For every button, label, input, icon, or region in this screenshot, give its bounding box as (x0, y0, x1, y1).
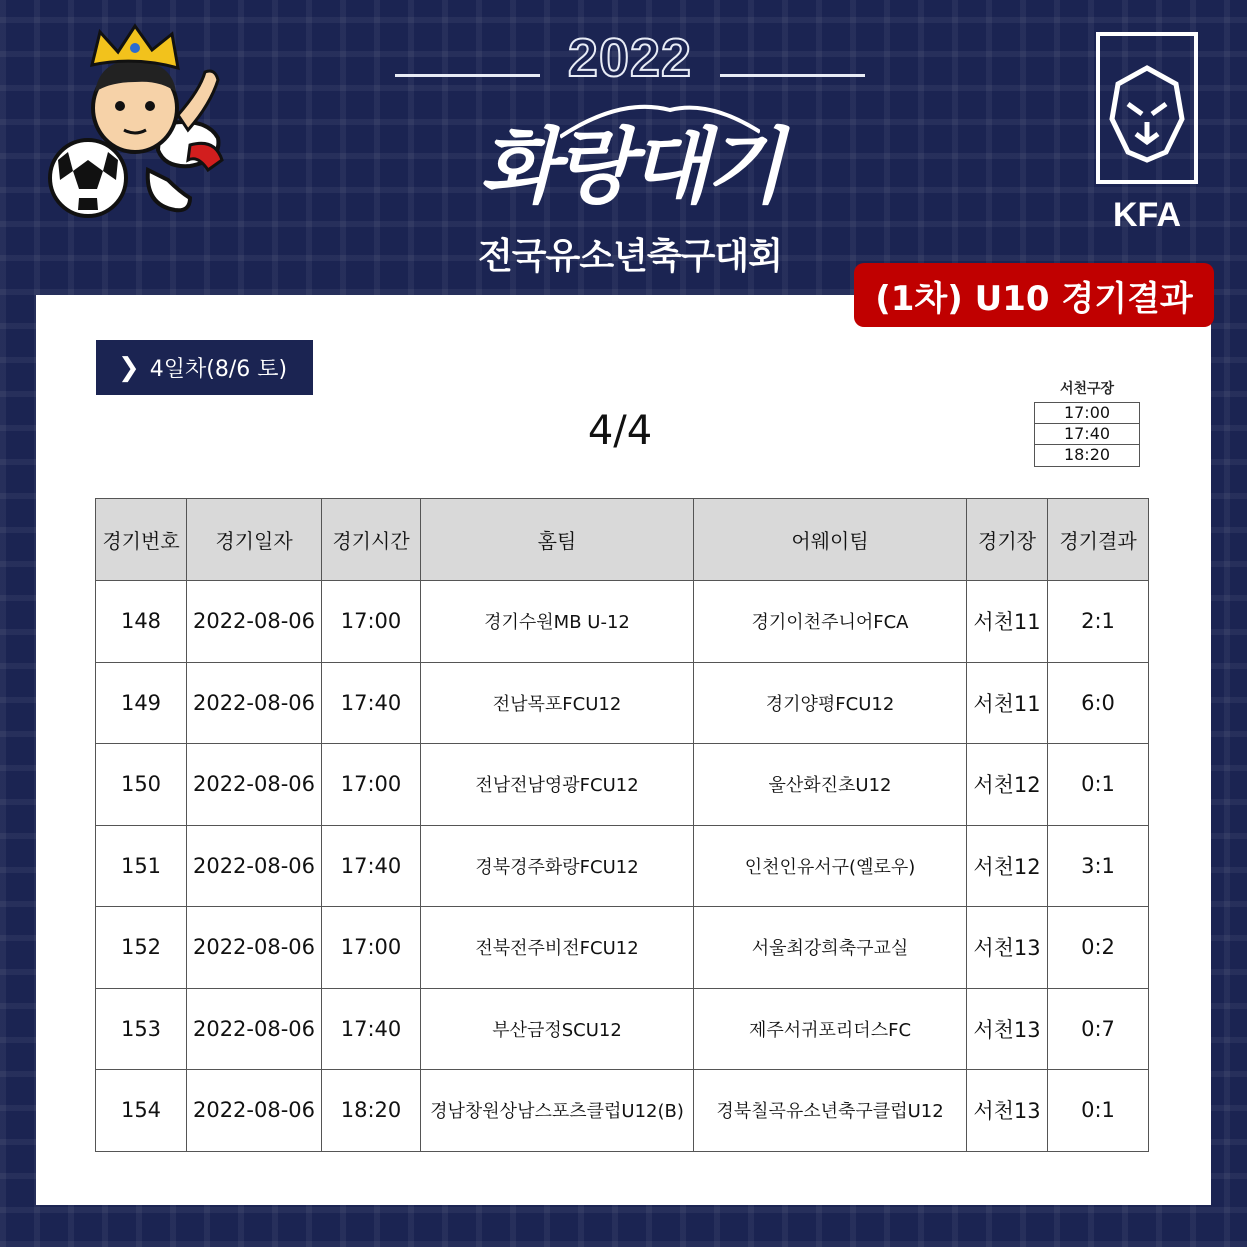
home-team: 경남창원상남스포츠클럽U12(B) (421, 1070, 694, 1152)
away-team: 경북칠곡유소년축구클럽U12 (694, 1070, 967, 1152)
match-result: 0:7 (1048, 988, 1149, 1070)
table-row (96, 662, 1149, 744)
away-team: 경기양평FCU12 (694, 662, 967, 744)
venue-time: 17:00 (1035, 403, 1139, 424)
chevron-right-icon: ❯ (118, 352, 140, 383)
match-number: 152 (96, 907, 187, 989)
results-table (95, 498, 1149, 1152)
match-time: 18:20 (322, 1070, 421, 1152)
table-row (96, 988, 1149, 1070)
match-time: 17:40 (322, 825, 421, 907)
home-team: 경기수원MB U-12 (421, 581, 694, 663)
match-date: 2022-08-06 (187, 744, 322, 826)
page-indicator: 4/4 (587, 408, 653, 454)
home-team: 부산금정SCU12 (421, 988, 694, 1070)
day-tab-label: 4일차(8/6 토) (149, 357, 288, 382)
match-date: 2022-08-06 (187, 1070, 322, 1152)
result-badge: (1차) U10 경기결과 (854, 263, 1214, 327)
kfa-text: KFA (1113, 196, 1181, 234)
match-time: 17:40 (322, 988, 421, 1070)
column-header: 경기결과 (1048, 499, 1149, 581)
home-team: 전남목포FCU12 (421, 662, 694, 744)
match-result: 0:1 (1048, 1070, 1149, 1152)
brand-title (455, 95, 805, 225)
match-time: 17:40 (322, 662, 421, 744)
soccer-ball-icon (50, 140, 126, 216)
table-row (96, 907, 1149, 989)
venue: 서천11 (967, 662, 1048, 744)
match-result: 3:1 (1048, 825, 1149, 907)
match-date: 2022-08-06 (187, 825, 322, 907)
match-date: 2022-08-06 (187, 988, 322, 1070)
away-team: 제주서귀포리더스FC (694, 988, 967, 1070)
venue: 서천13 (967, 907, 1048, 989)
column-header: 경기번호 (96, 499, 187, 581)
match-time: 17:00 (322, 907, 421, 989)
table-row (96, 825, 1149, 907)
venue-time: 18:20 (1063, 445, 1111, 464)
home-team: 전남전남영광FCU12 (421, 744, 694, 826)
match-result: 2:1 (1048, 581, 1149, 663)
kfa-logo (1092, 28, 1202, 234)
year-line-right (720, 74, 865, 77)
tournament-subtitle: 전국유소년축구대회 (478, 236, 782, 277)
table-row (96, 744, 1149, 826)
table-header-row (96, 499, 1149, 581)
match-number: 151 (96, 825, 187, 907)
venue: 서천13 (967, 1070, 1048, 1152)
venue-schedule-box (1034, 378, 1140, 467)
venue: 서천13 (967, 988, 1048, 1070)
match-date: 2022-08-06 (187, 907, 322, 989)
away-team: 서울최강희축구교실 (694, 907, 967, 989)
venue: 서천12 (967, 825, 1048, 907)
away-team: 인천인유서구(옐로우) (694, 825, 967, 907)
venue: 서천11 (967, 581, 1048, 663)
match-time: 17:00 (322, 581, 421, 663)
home-team: 경북경주화랑FCU12 (421, 825, 694, 907)
match-number: 150 (96, 744, 187, 826)
year-text: 2022 (567, 28, 693, 88)
table-row (96, 581, 1149, 663)
column-header: 경기일자 (187, 499, 322, 581)
home-team: 전북전주비전FCU12 (421, 907, 694, 989)
match-time: 17:00 (322, 744, 421, 826)
column-header: 경기장 (967, 499, 1048, 581)
away-team: 울산화진초U12 (694, 744, 967, 826)
table-row (96, 1070, 1149, 1152)
column-header: 어웨이팀 (694, 499, 967, 581)
venue: 서천12 (967, 744, 1048, 826)
match-date: 2022-08-06 (187, 581, 322, 663)
match-number: 149 (96, 662, 187, 744)
away-team: 경기이천주니어FCA (694, 581, 967, 663)
year-line-left (395, 74, 540, 77)
match-number: 148 (96, 581, 187, 663)
match-number: 153 (96, 988, 187, 1070)
column-header: 경기시간 (322, 499, 421, 581)
column-header: 홈팀 (421, 499, 694, 581)
day-tab[interactable] (96, 340, 313, 395)
mascot-character-icon (40, 20, 250, 230)
kfa-tiger-emblem-icon (1106, 64, 1188, 164)
match-result: 0:1 (1048, 744, 1149, 826)
venue-title: 서천구장 (1059, 381, 1115, 397)
brand-title-text: 화랑대기 (479, 118, 781, 215)
match-number: 154 (96, 1070, 187, 1152)
match-result: 0:2 (1048, 907, 1149, 989)
year-banner (395, 28, 865, 88)
match-date: 2022-08-06 (187, 662, 322, 744)
venue-times (1034, 402, 1140, 467)
venue-time: 17:40 (1035, 424, 1139, 445)
match-result: 6:0 (1048, 662, 1149, 744)
